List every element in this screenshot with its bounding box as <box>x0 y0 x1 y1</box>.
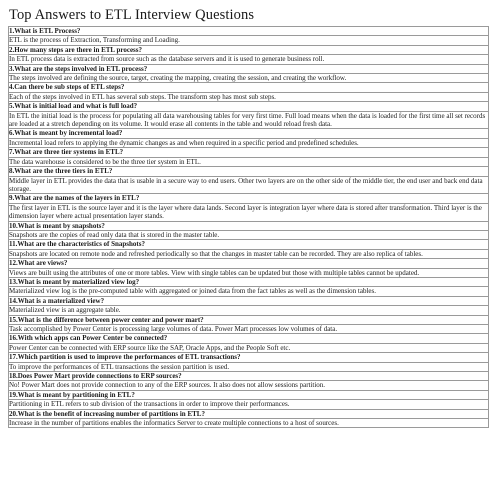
faq-answer: Incremental load refers to applying the dynamic changes as and when required in a specific period and predefined schedules. <box>9 138 489 147</box>
faq-question-row <box>9 334 489 343</box>
faq-question: 10.What is meant by snapshots? <box>9 221 489 230</box>
faq-answer-row <box>9 306 489 315</box>
faq-answer-row <box>9 230 489 239</box>
faq-table-body <box>9 27 489 428</box>
faq-question: 9.What are the names of the layers in ETL? <box>9 194 489 203</box>
faq-question: 16.With which apps can Power Center be connected? <box>9 334 489 343</box>
faq-answer: The steps involved are defining the source, target, creating the mapping, creating the session, and creating the workflow. <box>9 74 489 83</box>
faq-answer: Snapshots are located on remote node and refreshed periodically so that the changes in master table can be recorded. They are also replica of tables. <box>9 249 489 258</box>
faq-question: 17.Which partition is used to improve the performances of ETL transactions? <box>9 353 489 362</box>
faq-question-row <box>9 315 489 324</box>
faq-answer-row <box>9 111 489 129</box>
page-title: Top Answers to ETL Interview Questions <box>9 7 255 23</box>
faq-answer: Power Center can be connected with ERP source like the SAP, Oracle Apps, and the People Soft etc. <box>9 343 489 352</box>
faq-question-row <box>9 64 489 73</box>
faq-question-row <box>9 353 489 362</box>
faq-question: 12.What are views? <box>9 259 489 268</box>
faq-answer-row <box>9 176 489 194</box>
faq-answer-row <box>9 157 489 166</box>
faq-answer-row <box>9 343 489 352</box>
faq-answer-row <box>9 55 489 64</box>
faq-question: 2.How many steps are there in ETL process? <box>9 45 489 54</box>
faq-question-row <box>9 240 489 249</box>
faq-question: 7.What are three tier systems in ETL? <box>9 148 489 157</box>
faq-question: 20.What is the benefit of increasing number of partitions in ETL? <box>9 409 489 418</box>
faq-answer-row <box>9 249 489 258</box>
faq-answer: In ETL the initial load is the process for populating all data warehousing tables for very first time. Full load means when the data is loaded for the first time all set records are loaded at a stretch depending on its volume. It would erase all contents in the table and would reload fresh data. <box>9 111 489 129</box>
faq-question-row <box>9 45 489 54</box>
faq-question-row <box>9 259 489 268</box>
faq-table <box>8 26 489 428</box>
faq-answer-row <box>9 268 489 277</box>
faq-question: 13.What is meant by materialized view log? <box>9 277 489 286</box>
faq-question-row <box>9 296 489 305</box>
faq-answer: To improve the performances of ETL transactions the session partition is used. <box>9 362 489 371</box>
faq-question-row <box>9 277 489 286</box>
faq-answer: Partitioning in ETL refers to sub division of the transactions in order to improve their performances. <box>9 400 489 409</box>
faq-question-row <box>9 27 489 36</box>
faq-question-row <box>9 167 489 176</box>
faq-question-row <box>9 83 489 92</box>
faq-question: 19.What is meant by partitioning in ETL? <box>9 390 489 399</box>
faq-question: 1.What is ETL Process? <box>9 27 489 36</box>
faq-question: 11.What are the characteristics of Snapshots? <box>9 240 489 249</box>
faq-question-row <box>9 390 489 399</box>
faq-question-row <box>9 194 489 203</box>
faq-question: 8.What are the three tiers in ETL? <box>9 167 489 176</box>
faq-answer: The data warehouse is considered to be the three tier system in ETL. <box>9 157 489 166</box>
faq-answer: No! Power Mart does not provide connection to any of the ERP sources. It also does not allow sessions partition. <box>9 381 489 390</box>
faq-answer: Snapshots are the copies of read only data that is stored in the master table. <box>9 230 489 239</box>
faq-answer-row <box>9 400 489 409</box>
faq-answer: Views are built using the attributes of one or more tables. View with single tables can be updated but those with multiple tables cannot be updated. <box>9 268 489 277</box>
faq-question-row <box>9 409 489 418</box>
faq-answer-row <box>9 74 489 83</box>
faq-question-row <box>9 102 489 111</box>
faq-answer-row <box>9 92 489 101</box>
faq-answer-row <box>9 36 489 45</box>
faq-question: 18.Does Power Mart provide connections to ERP sources? <box>9 372 489 381</box>
faq-answer: Materialized view is an aggregate table. <box>9 306 489 315</box>
faq-question: 15.What is the difference between power center and power mart? <box>9 315 489 324</box>
faq-question-row <box>9 129 489 138</box>
faq-question-row <box>9 372 489 381</box>
faq-answer-row <box>9 203 489 221</box>
faq-question: 3.What are the steps involved in ETL process? <box>9 64 489 73</box>
faq-answer-row <box>9 325 489 334</box>
faq-question-row <box>9 221 489 230</box>
faq-answer-row <box>9 419 489 428</box>
faq-question: 14.What is a materialized view? <box>9 296 489 305</box>
faq-answer-row <box>9 287 489 296</box>
faq-answer: In ETL process data is extracted from source such as the database servers and it is used to generate business roll. <box>9 55 489 64</box>
faq-answer-row <box>9 362 489 371</box>
faq-answer-row <box>9 381 489 390</box>
faq-answer: Task accomplished by Power Center is processing large volumes of data. Power Mart processes low volumes of data. <box>9 325 489 334</box>
faq-answer: Middle layer in ETL provides the data that is usable in a secure way to end users. Other two layers are on the other side of the middle tier, the end user and back end data storage. <box>9 176 489 194</box>
faq-question: 6.What is meant by incremental load? <box>9 129 489 138</box>
faq-answer: Materialized view log is the pre-computed table with aggregated or joined data from the fact tables as well as the dimension tables. <box>9 287 489 296</box>
faq-answer: Each of the steps involved in ETL has several sub steps. The transform step has most sub steps. <box>9 92 489 101</box>
faq-answer: ETL is the process of Extraction, Transforming and Loading. <box>9 36 489 45</box>
faq-question: 5.What is initial load and what is full load? <box>9 102 489 111</box>
faq-answer: Increase in the number of partitions enables the informatics Server to create multiple connections to a host of sources. <box>9 419 489 428</box>
faq-answer-row <box>9 138 489 147</box>
faq-answer: The first layer in ETL is the source layer and it is the layer where data lands. Second layer is integration layer where data is stored after transformation. Third layer is the dimension layer where actual presentation layer stands. <box>9 203 489 221</box>
faq-question-row <box>9 148 489 157</box>
faq-question: 4.Can there be sub steps of ETL steps? <box>9 83 489 92</box>
